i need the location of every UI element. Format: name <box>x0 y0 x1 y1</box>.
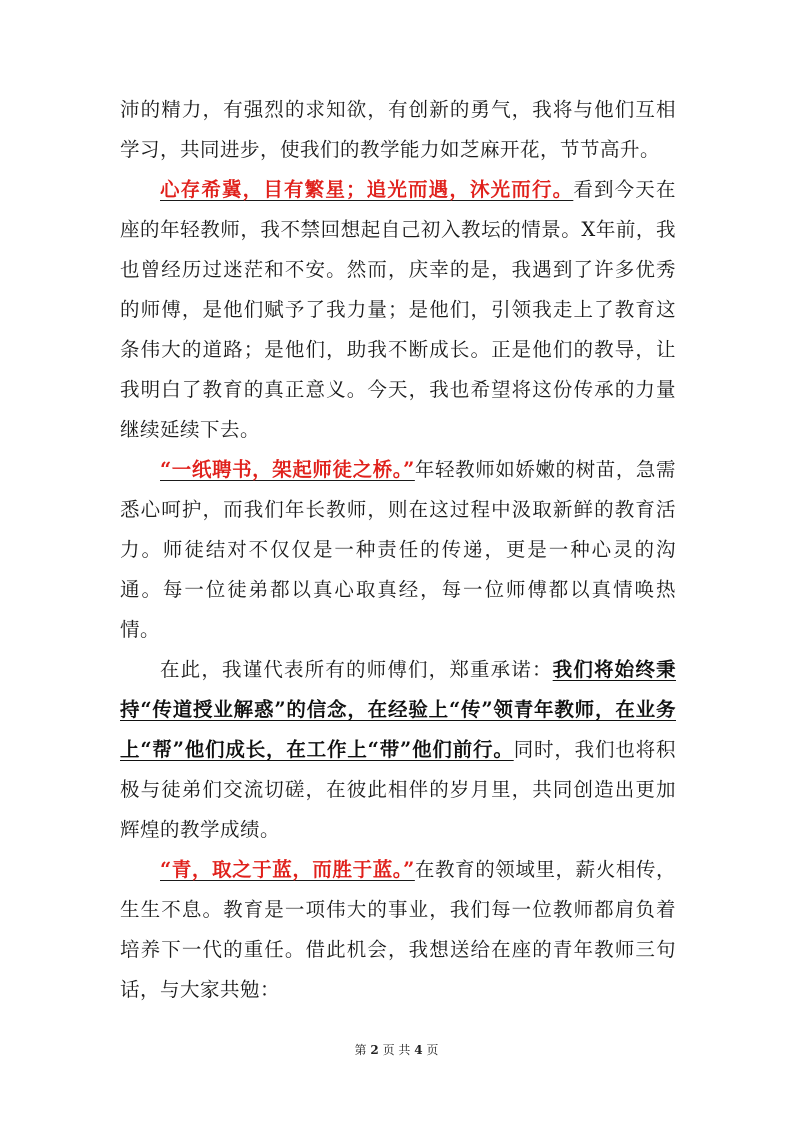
paragraph-1 <box>120 90 676 170</box>
paragraph-3-text: 年轻教师如娇嫩的树苗，急需悉心呵护，而我们年长教师，则在这过程中汲取新鲜的教育活力。师徒结对不仅仅是一种责任的传递，更是一种心灵的沟通。每一位徒弟都以真心取真经，每一位师傅都以真情唤热情。 <box>120 458 676 641</box>
paragraph-1-text: 沛的精力，有强烈的求知欲，有创新的勇气，我将与他们互相学习，共同进步，使我们的教学能力如芝麻开花，节节高升。 <box>120 98 676 161</box>
paragraph-5-highlight: “青，取之于蓝，而胜于蓝。” <box>160 858 415 881</box>
paragraph-2 <box>120 170 676 450</box>
paragraph-4 <box>120 650 676 850</box>
paragraph-2-highlight: 心存希冀，目有繁星；追光而遇，沐光而行。 <box>160 178 574 201</box>
paragraph-2-text: 看到今天在座的年轻教师，我不禁回想起自己初入教坛的情景。X年前，我也曾经历过迷茫和不安。然而，庆幸的是，我遇到了许多优秀的师傅，是他们赋予了我力量；是他们，引领我走上了教育这条伟大的道路；是他们，助我不断成长。正是他们的教导，让我明白了教育的真正意义。今天，我也希望将这份传承的力量继续延续下去。 <box>120 178 676 441</box>
paragraph-3-highlight: “一纸聘书，架起师徒之桥。” <box>160 458 415 481</box>
footer-current-page: 2 <box>370 1043 379 1057</box>
paragraph-3 <box>120 450 676 650</box>
paragraph-4-text: 同时，我们也将积极与徒弟们交流切磋，在彼此相伴的岁月里，共同创造出更加辉煌的教学成绩。 <box>120 738 676 841</box>
paragraph-5 <box>120 850 676 1010</box>
document-body <box>120 90 676 1010</box>
footer-prefix: 第 <box>354 1043 367 1057</box>
paragraph-4-highlight: 我们将始终秉持“传道授业解惑”的信念，在经验上“传”领青年教师，在业务上“帮”他们成长，在工作上“带”他们前行。 <box>120 658 676 761</box>
paragraph-5-text: 在教育的领域里，薪火相传，生生不息。教育是一项伟大的事业，我们每一位教师都肩负着培养下一代的重任。借此机会，我想送给在座的青年教师三句话，与大家共勉： <box>120 858 676 1001</box>
page-footer <box>0 1041 793 1058</box>
footer-middle: 页 共 <box>382 1043 411 1057</box>
paragraph-4-lead: 在此，我谨代表所有的师傅们，郑重承诺： <box>160 658 553 681</box>
footer-suffix: 页 <box>426 1043 439 1057</box>
footer-total-pages: 4 <box>414 1043 423 1057</box>
